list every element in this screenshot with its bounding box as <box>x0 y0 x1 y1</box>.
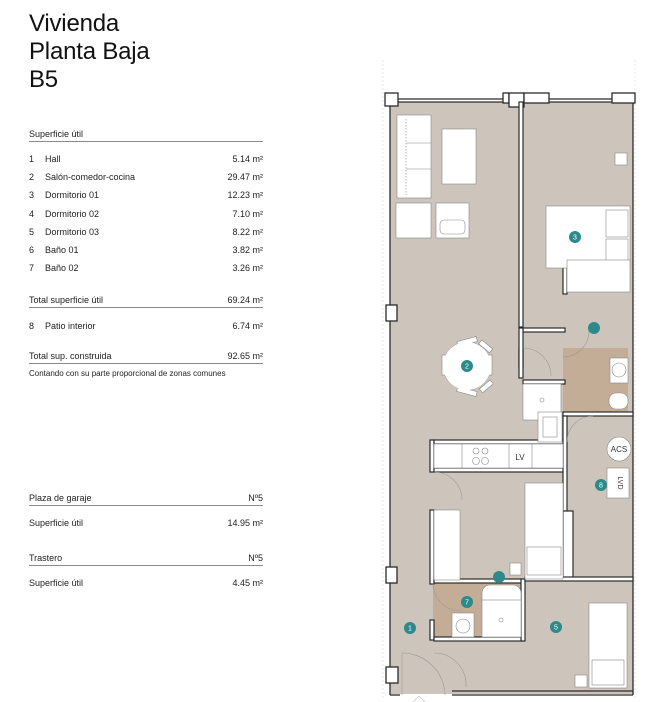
total-construida-value: 92.65 m² <box>227 351 263 361</box>
storage-header <box>29 553 263 566</box>
svg-text:5: 5 <box>554 624 558 632</box>
svg-text:1: 1 <box>408 625 412 633</box>
badge-dorm2-marker <box>493 571 505 583</box>
room-area: 29.47 m² <box>227 172 263 183</box>
room-area: 12.23 m² <box>227 190 263 201</box>
storage-number: Nº5 <box>248 553 263 563</box>
room-num: 3 <box>29 190 35 201</box>
room-name: Salón-comedor-cocina <box>45 172 136 183</box>
title-vivienda: Vivienda <box>29 10 120 37</box>
room-row <box>29 186 263 204</box>
room-num: 6 <box>29 245 35 256</box>
storage-area-row <box>29 574 263 592</box>
total-util-row <box>29 295 263 308</box>
total-util-block <box>29 295 263 335</box>
patio-row <box>29 317 263 335</box>
title-block <box>29 10 150 94</box>
room-area: 3.82 m² <box>232 245 263 256</box>
surface-table <box>29 129 263 277</box>
room-row <box>29 223 263 241</box>
badge-hall <box>404 622 416 634</box>
patio-name: Patio interior <box>45 321 96 332</box>
svg-text:3: 3 <box>573 234 577 242</box>
total-util-label: Total superficie útil <box>29 295 104 305</box>
room-name: Dormitorio 02 <box>45 208 100 219</box>
svg-text:8: 8 <box>599 482 603 490</box>
garage-area-value: 14.95 m² <box>227 518 263 529</box>
storage-area-value: 4.45 m² <box>232 578 263 589</box>
surface-header <box>29 129 263 142</box>
common-areas-note: Contando con su parte proporcional de zonas comunes <box>29 369 226 378</box>
title-planta: Planta Baja <box>29 38 150 65</box>
floor-plan <box>370 55 645 702</box>
total-util-value: 69.24 m² <box>227 295 263 305</box>
room-area: 8.22 m² <box>232 226 263 237</box>
room-row <box>29 150 263 168</box>
surface-header-label: Superficie útil <box>29 129 84 139</box>
room-row <box>29 168 263 186</box>
garage-block <box>29 493 263 532</box>
garage-number: Nº5 <box>248 493 263 503</box>
svg-text:7: 7 <box>465 599 469 607</box>
patio-num: 8 <box>29 321 35 332</box>
room-row <box>29 205 263 223</box>
room-area: 7.10 m² <box>232 208 263 219</box>
room-row <box>29 241 263 259</box>
storage-area-label: Superficie útil <box>29 578 84 589</box>
badge-dorm3 <box>550 621 562 633</box>
floor-plan-drawing <box>370 55 645 702</box>
room-name: Baño 01 <box>45 245 79 256</box>
acs-label: ACS <box>610 445 628 454</box>
badge-bano2 <box>461 596 473 608</box>
badge-dorm1 <box>569 231 581 243</box>
room-num: 4 <box>29 208 35 219</box>
total-construida-block <box>29 351 263 378</box>
room-area: 3.26 m² <box>232 263 263 274</box>
badge-bano1 <box>588 322 600 334</box>
badge-salon <box>461 360 473 372</box>
garage-header <box>29 493 263 506</box>
room-name: Dormitorio 03 <box>45 226 100 237</box>
total-construida-label: Total sup. construida <box>29 351 112 361</box>
room-num: 7 <box>29 263 35 274</box>
storage-block <box>29 553 263 592</box>
badge-patio <box>595 479 607 491</box>
room-num: 2 <box>29 172 35 183</box>
total-construida-row <box>29 351 263 364</box>
garage-area-label: Superficie útil <box>29 518 84 529</box>
lv-label: LV <box>515 453 525 462</box>
room-name: Baño 02 <box>45 263 79 274</box>
garage-label: Plaza de garaje <box>29 493 92 503</box>
title-unit: B5 <box>29 66 58 93</box>
garage-area-row <box>29 514 263 532</box>
room-name: Dormitorio 01 <box>45 190 100 201</box>
room-num: 5 <box>29 226 35 237</box>
room-row <box>29 259 263 277</box>
patio-area: 6.74 m² <box>232 321 263 332</box>
room-area: 5.14 m² <box>232 154 263 165</box>
storage-label: Trastero <box>29 553 63 563</box>
room-name: Hall <box>45 154 61 165</box>
svg-text:2: 2 <box>465 363 469 371</box>
room-num: 1 <box>29 154 35 165</box>
lvd-label: LVD <box>616 476 623 490</box>
